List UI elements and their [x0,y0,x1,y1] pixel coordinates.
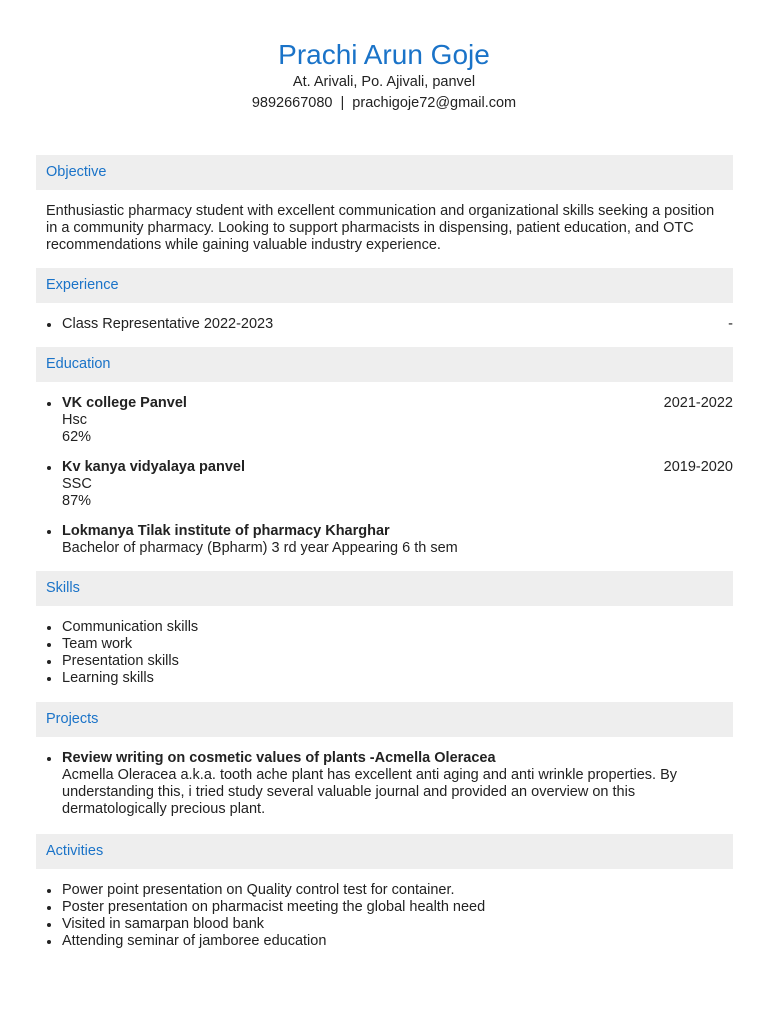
education-degree: Hsc [62,412,87,428]
education-score: 87% [62,493,92,509]
separator: | [340,95,345,111]
skill-item: Learning skills [36,670,733,687]
experience-date: - [728,316,733,332]
address: At. Arivali, Po. Ajivali, panvel [292,74,476,90]
project-title: Review writing on cosmetic values of plants -Acmella Oleracea [62,750,496,766]
project-item [36,750,733,818]
phone: 9892667080 [251,95,333,111]
education-school: VK college Panvel [62,395,187,411]
section-heading-objective: Objective [36,155,733,190]
skill-item: Team work [36,636,733,653]
activity-item: Visited in samarpan blood bank [36,916,733,933]
education-degree: SSC [62,476,92,492]
skills-section [36,571,733,687]
section-heading-experience: Experience [36,268,733,303]
section-heading-projects: Projects [36,702,733,737]
education-item [36,459,733,510]
experience-item [36,316,733,333]
contact-line [0,93,768,113]
objective-section [36,155,733,254]
activity-item: Attending seminar of jamboree education [36,933,733,950]
activities-section [36,834,733,950]
education-section [36,347,733,557]
education-school: Kv kanya vidyalaya panvel [62,459,245,475]
skill-item: Communication skills [36,619,733,636]
education-degree: Bachelor of pharmacy (Bpharm) 3 rd year Appearing 6 th sem [62,540,458,556]
activity-item: Poster presentation on pharmacist meeting the global health need [36,899,733,916]
education-date: 2019-2020 [663,459,733,475]
experience-role: Class Representative 2022-2023 [62,316,274,332]
education-date: 2021-2022 [663,395,733,411]
email: prachigoje72@gmail.com [352,95,517,111]
candidate-name: Prachi Arun Goje [278,39,490,70]
education-item [36,395,733,446]
skill-item: Presentation skills [36,653,733,670]
objective-text: Enthusiastic pharmacy student with excellent communication and organizational skills seeking a position in a community pharmacy. Looking to support pharmacists in dispensing, patient education, and OTC recommendations while gaining valuable industry experience. [46,203,715,253]
experience-section [36,268,733,333]
education-school: Lokmanya Tilak institute of pharmacy Kharghar [62,523,390,539]
activity-item: Power point presentation on Quality control test for container. [36,882,733,899]
education-item [36,523,733,557]
section-heading-activities: Activities [36,834,733,869]
project-description: Acmella Oleracea a.k.a. tooth ache plant has excellent anti aging and anti wrinkle properties. By understanding this, i tried study several valuable journal and provided an overview on this dermatologically precious plant. [62,767,677,817]
education-score: 62% [62,429,92,445]
section-heading-education: Education [36,347,733,382]
projects-section [36,702,733,818]
section-heading-skills: Skills [36,571,733,606]
